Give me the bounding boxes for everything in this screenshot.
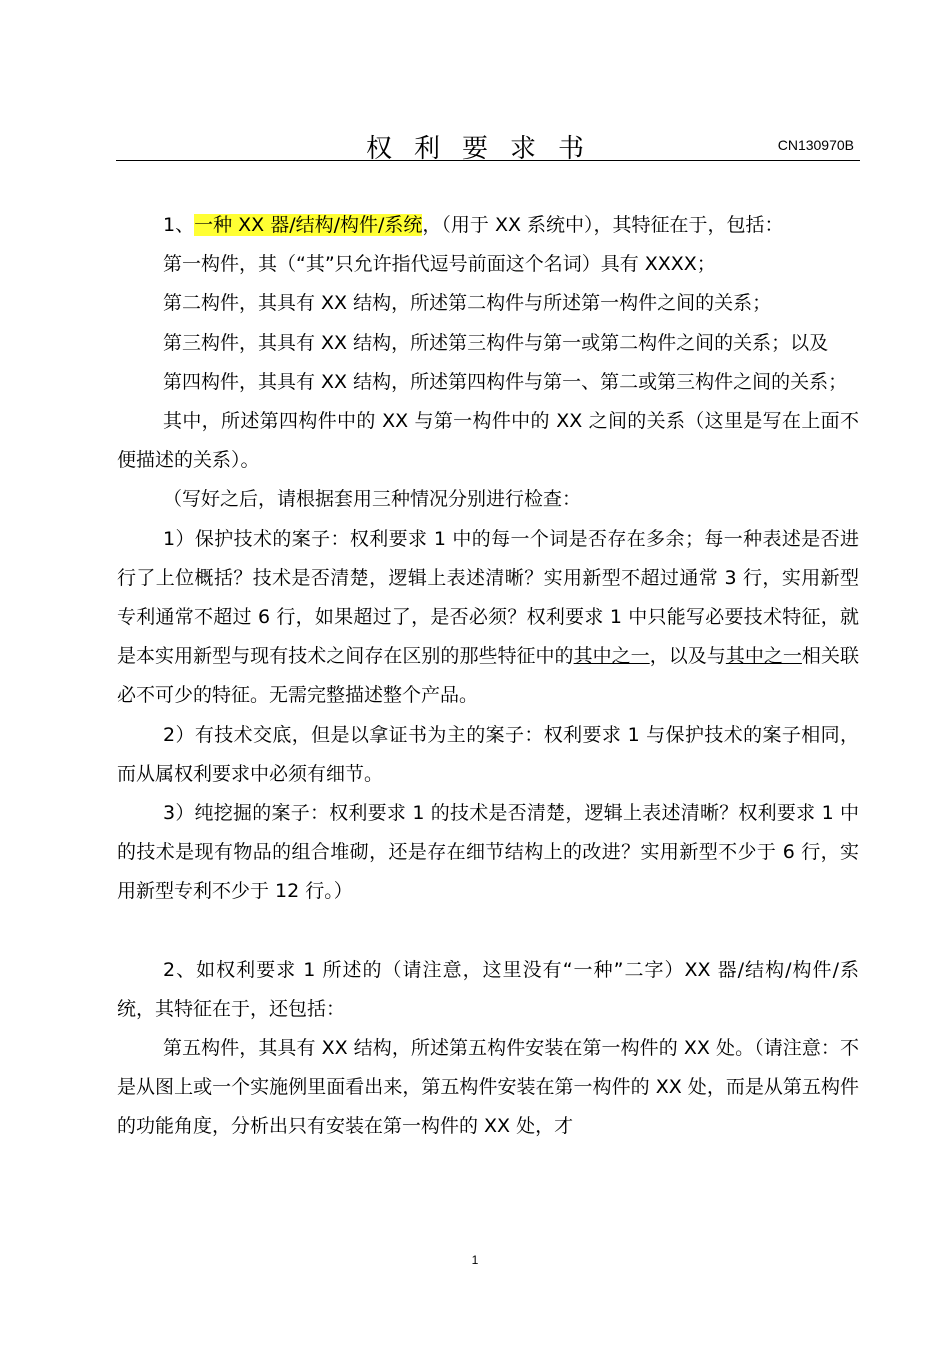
note-2: 2）有技术交底，但是以拿证书为主的案子：权利要求 1 与保护技术的案子相同，而从属权利要求中必须有细节。 <box>117 723 859 785</box>
note-3: 3）纯挖掘的案子：权利要求 1 的技术是否清楚，逻辑上表述清晰？权利要求 1 中的技术是现有物品的组合堆砌，还是存在细节结构上的改进？实用新型不少于 6 行，实用新型专利不少于 12 行。） <box>117 802 859 903</box>
notes-intro: （写好之后，请根据套用三种情况分别进行检查： <box>163 488 582 511</box>
claim-1-feature-2: 第二构件，其具有 XX 结构，所述第二构件与所述第一构件之间的关系； <box>163 292 772 315</box>
note-1-text-end: 相关联必不可少的特征。无需完整描述整个产品。 <box>117 645 859 707</box>
claim-1-feature-3: 第三构件，其具有 XX 结构，所述第三构件与第一或第二构件之间的关系；以及 <box>163 331 829 354</box>
claim-2-feature-5: 第五构件，其具有 XX 结构，所述第五构件安装在第一构件的 XX 处。（请注意：不是从图上或一个实施例里面看出来，第五构件安装在第一构件的 XX 处，而是从第五构件的功能角度，分析出只有安装在第一构件的 XX 处，才 <box>117 1037 859 1138</box>
note-1-text-middle: ，以及与 <box>649 645 726 668</box>
page-header <box>116 124 860 164</box>
claim-2-preamble: 2、如权利要求 1 所述的（请注意，这里没有“一种”二字）XX 器/结构/构件/系统，其特征在于，还包括： <box>117 958 859 1020</box>
note-1-text: 1）保护技术的案子：权利要求 1 中的每一个词是否存在多余；每一种表述是否进行了上位概括？技术是否清楚，逻辑上表述清晰？实用新型不超过通常 3 行，实用新型专利通常不超过 6 行，如果超过了，是否必须？权利要求 1 中只能写必要技术特征，就是本实用新型与现有技术之间存在区别的那些特征中的 <box>117 527 859 668</box>
note-1 <box>117 520 859 716</box>
underlined-phrase: 其中之一 <box>573 645 650 668</box>
claim-1-preamble-rest: ，（用于 XX 系统中），其特征在于，包括： <box>422 214 784 236</box>
document-title: 权利要求书 <box>366 134 607 164</box>
claim-1-preamble <box>117 206 859 245</box>
document-body <box>117 206 859 1147</box>
highlighted-subject: 一种 XX 器/结构/构件/系统 <box>194 214 423 236</box>
claim-1-number: 1、 <box>163 214 195 236</box>
claim-1-wherein: 其中，所述第四构件中的 XX 与第一构件中的 XX 之间的关系（这里是写在上面不便描述的关系）。 <box>117 410 859 472</box>
document-number: CN130970B <box>777 137 854 153</box>
underlined-phrase: 其中之一 <box>725 645 802 668</box>
page-number: 1 <box>471 1253 479 1267</box>
claim-1-feature-4: 第四构件，其具有 XX 结构，所述第四构件与第一、第二或第三构件之间的关系； <box>163 370 848 393</box>
claim-1-feature-1: 第一构件，其（“其”只允许指代逗号前面这个名词）具有 XXXX； <box>163 253 716 276</box>
